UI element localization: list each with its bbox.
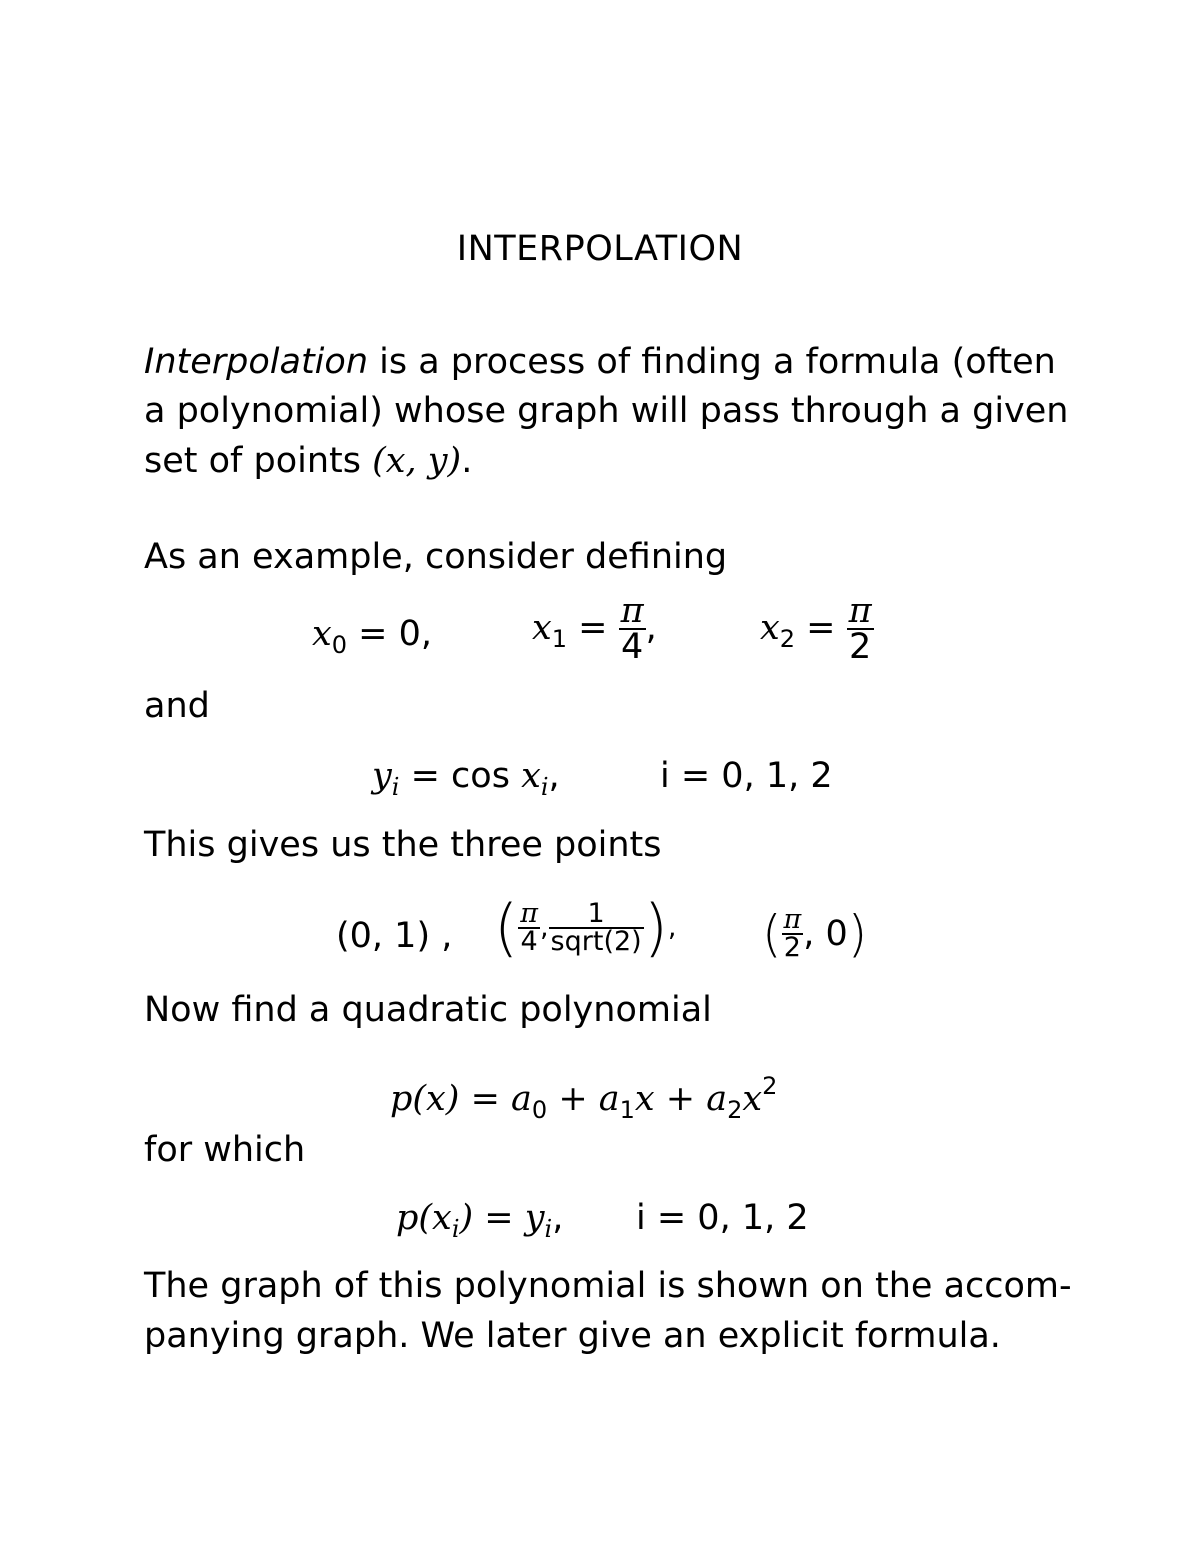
math-text: ,	[548, 756, 560, 796]
math-var: x	[312, 614, 332, 654]
paren-right: )	[847, 905, 868, 963]
math-sub: i	[451, 1215, 460, 1243]
paragraph-text: is a process of finding a formula (often	[368, 342, 1056, 382]
paren-left: (	[762, 905, 782, 963]
fraction-denominator: 4	[619, 628, 646, 664]
math-text: ,	[552, 1198, 564, 1238]
point-1: (0, 1) ,	[336, 916, 453, 956]
fraction-numerator: π	[520, 898, 538, 929]
math-sub: 2	[727, 1096, 743, 1124]
paragraph-line: a polynomial) whose graph will pass through a given	[144, 391, 1069, 431]
equation-y	[372, 756, 560, 807]
math-sub: 1	[619, 1096, 635, 1124]
math-var: x	[760, 608, 780, 648]
math-text: ,	[667, 912, 677, 943]
math-text: p(x	[396, 1198, 452, 1238]
math-var: x	[521, 756, 541, 796]
page-title: INTERPOLATION	[456, 229, 744, 269]
fraction-numerator: π	[783, 904, 802, 935]
math-var: x	[742, 1079, 763, 1119]
point-2	[494, 891, 677, 964]
math-var: p	[390, 1079, 413, 1119]
math-point-xy: (x, y)	[372, 441, 462, 481]
equation-x1	[532, 591, 657, 667]
math-text: ,	[539, 912, 549, 943]
for-which: for which	[144, 1130, 306, 1170]
math-sub: i	[540, 773, 549, 801]
math-text: ,	[645, 608, 657, 648]
paren-right: )	[643, 891, 668, 964]
fraction-pi-over-4	[518, 898, 540, 957]
math-sub: i	[544, 1215, 553, 1243]
math-sub: 2	[779, 625, 796, 653]
math-var: y	[372, 756, 392, 796]
equation-polynomial	[390, 1066, 777, 1130]
example-intro: As an example, consider defining	[144, 537, 728, 577]
fraction-denominator: 4	[518, 927, 540, 955]
paragraph-line	[144, 441, 472, 481]
math-sub: 1	[551, 625, 568, 653]
fraction-numerator: 1	[587, 898, 605, 929]
three-points-intro: This gives us the three points	[144, 825, 662, 865]
closing-line: The graph of this polynomial is shown on the accom-	[144, 1266, 1072, 1306]
equation-x2	[760, 591, 874, 667]
quadratic-intro: Now find a quadratic polynomial	[144, 990, 712, 1030]
math-text: =	[795, 608, 847, 648]
equation-condition-range: i = 0, 1, 2	[636, 1198, 809, 1238]
math-text: =	[567, 608, 619, 648]
paragraph-text: set of points	[144, 441, 373, 481]
math-text: (x) = a	[412, 1079, 532, 1119]
equation-condition	[396, 1198, 563, 1249]
math-text: x + a	[634, 1079, 728, 1119]
closing-line: panying graph. We later give an explicit formula.	[144, 1316, 1001, 1356]
math-sub: i	[391, 773, 400, 801]
fraction-pi-over-4	[619, 591, 646, 667]
fraction-pi-over-2	[847, 591, 874, 667]
fraction-numerator: π	[620, 591, 644, 631]
equation-i-range: i = 0, 1, 2	[660, 756, 833, 796]
connector-and: and	[144, 686, 210, 726]
paragraph-text: .	[461, 441, 473, 481]
math-text: , 0	[803, 914, 848, 954]
fraction-denominator: 2	[782, 933, 804, 961]
paragraph-line	[144, 342, 1056, 382]
paren-left: (	[494, 891, 519, 964]
fraction-one-over-sqrt2	[549, 898, 644, 957]
fraction-numerator: π	[848, 591, 872, 631]
fraction-denominator: sqrt(2)	[550, 926, 642, 957]
math-sub: 0	[531, 1096, 548, 1124]
math-text: + a	[547, 1079, 620, 1119]
point-3	[762, 904, 867, 964]
math-sub: 0	[331, 631, 348, 659]
math-var: x	[532, 608, 552, 648]
equation-x0	[312, 614, 432, 665]
math-sup: 2	[762, 1072, 778, 1100]
math-text: ) = y	[459, 1198, 545, 1238]
math-text: = 0,	[347, 614, 433, 654]
math-text: = cos	[399, 756, 522, 796]
term-interpolation: Interpolation	[144, 342, 368, 382]
fraction-pi-over-2	[782, 904, 804, 963]
fraction-denominator: 2	[847, 628, 874, 664]
